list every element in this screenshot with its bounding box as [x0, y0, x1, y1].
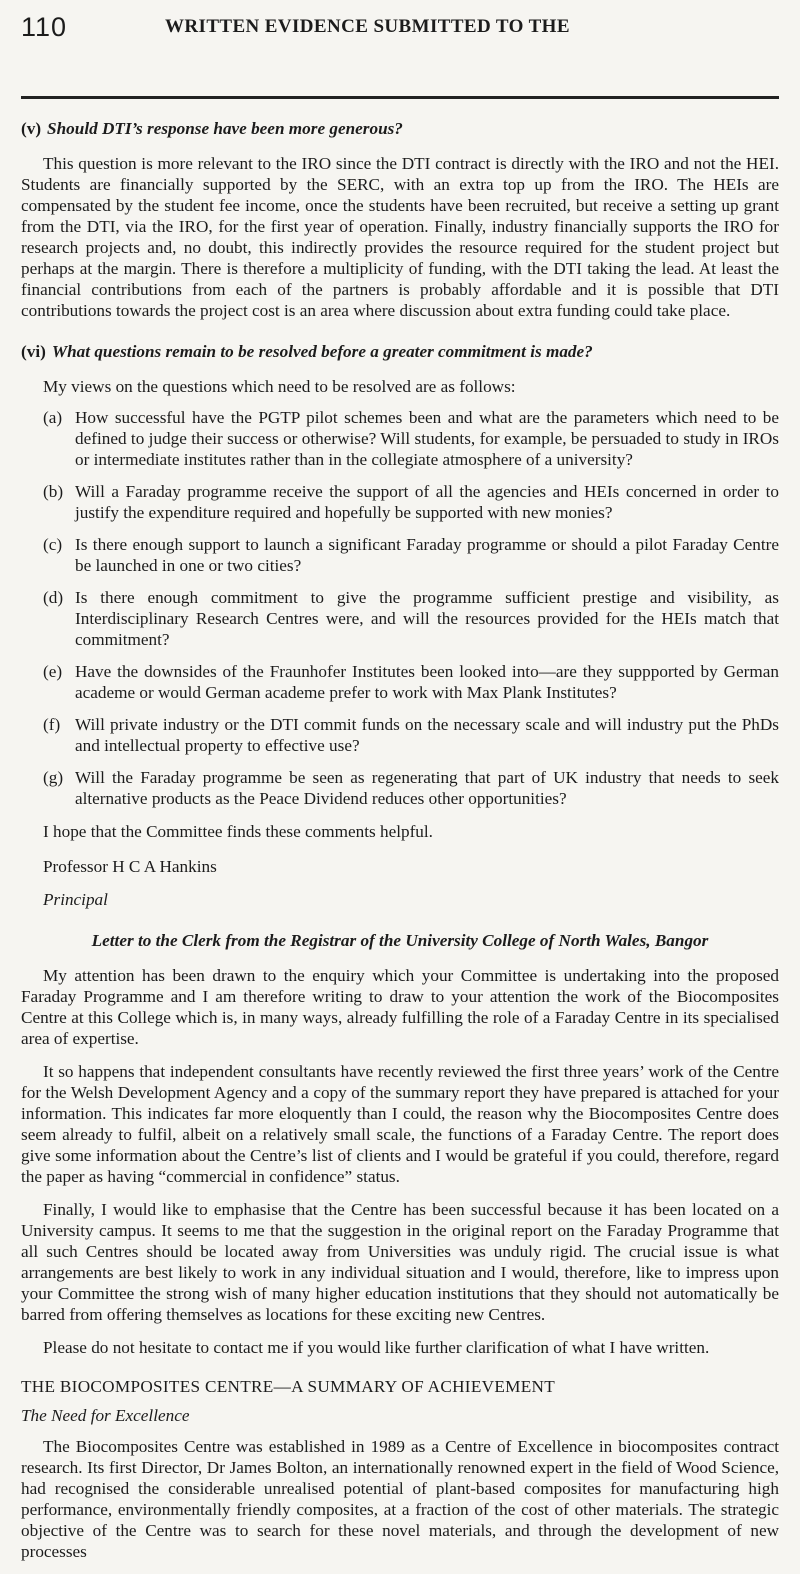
list-item-text: How successful have the PGTP pilot schemes been and what are the parameters which need to be defined to judge their success or otherwise? Will students, for example, be persuaded to study in IROs or intermediate institutes rather than in the collegiate atmosphere of a university?	[75, 408, 779, 469]
letter-paragraph: My attention has been drawn to the enquiry which your Committee is undertaking into the proposed Faraday Programme and I am therefore writing to draw to your attention the work of the Biocomposites Centre at this College which is, in many ways, already fulfilling the role of a Faraday Centre in its specialised area of expertise.	[21, 966, 779, 1048]
list-marker: (f)	[43, 715, 61, 734]
list-item-text: Will a Faraday programme receive the support of all the agencies and HEIs concerned in order to justify the expenditure required and hopefully be supported with new monies?	[75, 482, 779, 522]
summary-paragraph: The Biocomposites Centre was established in 1989 as a Centre of Excellence in biocomposites contract research. Its first Director, Dr James Bolton, an internationally renowned expert in the field of Wood Science, had recognised the considerable unrealised potential of plant-based composites for manufacturing high performance, environmentally friendly composites, at a fraction of the cost of other materials. The strategic objective of the Centre was to search for these novel materials, and through the development of new processes	[21, 1437, 779, 1561]
section-v-title: Should DTI’s response have been more generous?	[47, 119, 403, 138]
list-item	[21, 534, 779, 576]
list-item	[21, 661, 779, 703]
letter-paragraph: Please do not hesitate to contact me if you would like further clarification of what I have written.	[43, 1338, 710, 1357]
signature-title: Principal	[43, 890, 108, 909]
list-item	[21, 714, 779, 756]
page-number: 110	[21, 12, 68, 42]
letter-heading: Letter to the Clerk from the Registrar of the University College of North Wales, Bangor	[91, 931, 709, 950]
running-head: WRITTEN EVIDENCE SUBMITTED TO THE	[165, 16, 570, 37]
list-marker: (c)	[43, 535, 63, 554]
summary-heading: THE BIOCOMPOSITES CENTRE—A SUMMARY OF ACHIEVEMENT	[21, 1377, 556, 1396]
page-header	[0, 8, 800, 48]
list-marker: (a)	[43, 408, 63, 427]
letter-paragraph: It so happens that independent consultants have recently reviewed the first three years’ work of the Centre for the Welsh Development Agency and a copy of the summary report they have prepared is attached for your information. This indicates far more eloquently than I could, the reason why the Biocomposites Centre does seem already to fulfil, albeit on a relatively small scale, the functions of a Faraday Centre. The report does give some information about the Centre’s list of clients and I would be grateful if you could, therefore, regard the paper as having “commercial in confidence” status.	[21, 1062, 779, 1186]
section-vi-title: What questions remain to be resolved before a greater commitment is made?	[51, 342, 593, 361]
signature-block	[21, 856, 779, 910]
letter-paragraph: Finally, I would like to emphasise that the Centre has been successful because it has been located on a University campus. It seems to me that the suggestion in the original report on the Faraday Programme that all such Centres should be located away from Universities was unduly rigid. The crucial issue is what arrangements are best likely to work in any individual situation and I would, therefore, like to impress upon your Committee the strong wish of many higher education institutions that they should not automatically be barred from offering themselves as locations for these exciting new Centres.	[21, 1200, 779, 1324]
body-text	[21, 118, 779, 1574]
list-item-text: Is there enough commitment to give the programme sufficient prestige and visibility, as Interdisciplinary Research Centres were, and will the resources provided for the HEIs match that commitment?	[75, 588, 779, 649]
list-item-text: Is there enough support to launch a significant Faraday programme or should a pilot Faraday Centre be launched in one or two cities?	[75, 535, 779, 575]
header-rule	[21, 96, 779, 99]
list-item	[21, 407, 779, 470]
list-item-text: Have the downsides of the Fraunhofer Institutes been looked into—are they suppported by German academe or would German academe prefer to work with Max Plank Institutes?	[75, 662, 779, 702]
section-vi-number: (vi)	[21, 342, 46, 361]
list-item-text: Will the Faraday programme be seen as regenerating that part of UK industry that needs to seek alternative products as the Peace Dividend reduces other opportunities?	[75, 768, 779, 808]
section-v-number: (v)	[21, 119, 42, 138]
section-vi-intro: My views on the questions which need to be resolved are as follows:	[43, 377, 516, 396]
summary-subheading: The Need for Excellence	[21, 1406, 190, 1425]
section-vi-heading	[21, 341, 779, 362]
section-v-paragraph: This question is more relevant to the IRO since the DTI contract is directly with the IRO and not the HEI. Students are financially supported by the SERC, with an extra top up from the IRO. The HEIs are compensated by the student fee income, once the students have been recruited, but receive a setting up grant from the DTI, via the IRO, for the first year of operation. Finally, industry financially supports the IRO for research projects and, no doubt, this indirectly provides the resource required for the student project but perhaps at the margin. There is therefore a multiplicity of funding, with the DTI taking the lead. At least the financial contributions from each of the partners is probably affordable and it is possible that DTI contributions towards the project cost is an area where discussion about extra funding could take place.	[21, 154, 779, 320]
list-item	[21, 587, 779, 650]
signature-name: Professor H C A Hankins	[43, 857, 217, 876]
list-marker: (e)	[43, 662, 63, 681]
list-item-text: Will private industry or the DTI commit funds on the necessary scale and will industry put the PhDs and intellectual property to effective use?	[75, 715, 779, 755]
section-v-heading	[21, 118, 779, 139]
questions-list	[21, 407, 779, 809]
list-item	[21, 481, 779, 523]
list-marker: (b)	[43, 482, 64, 501]
list-marker: (d)	[43, 588, 64, 607]
list-marker: (g)	[43, 768, 64, 787]
list-item	[21, 767, 779, 809]
section-vi-closing: I hope that the Committee finds these comments helpful.	[43, 822, 433, 841]
